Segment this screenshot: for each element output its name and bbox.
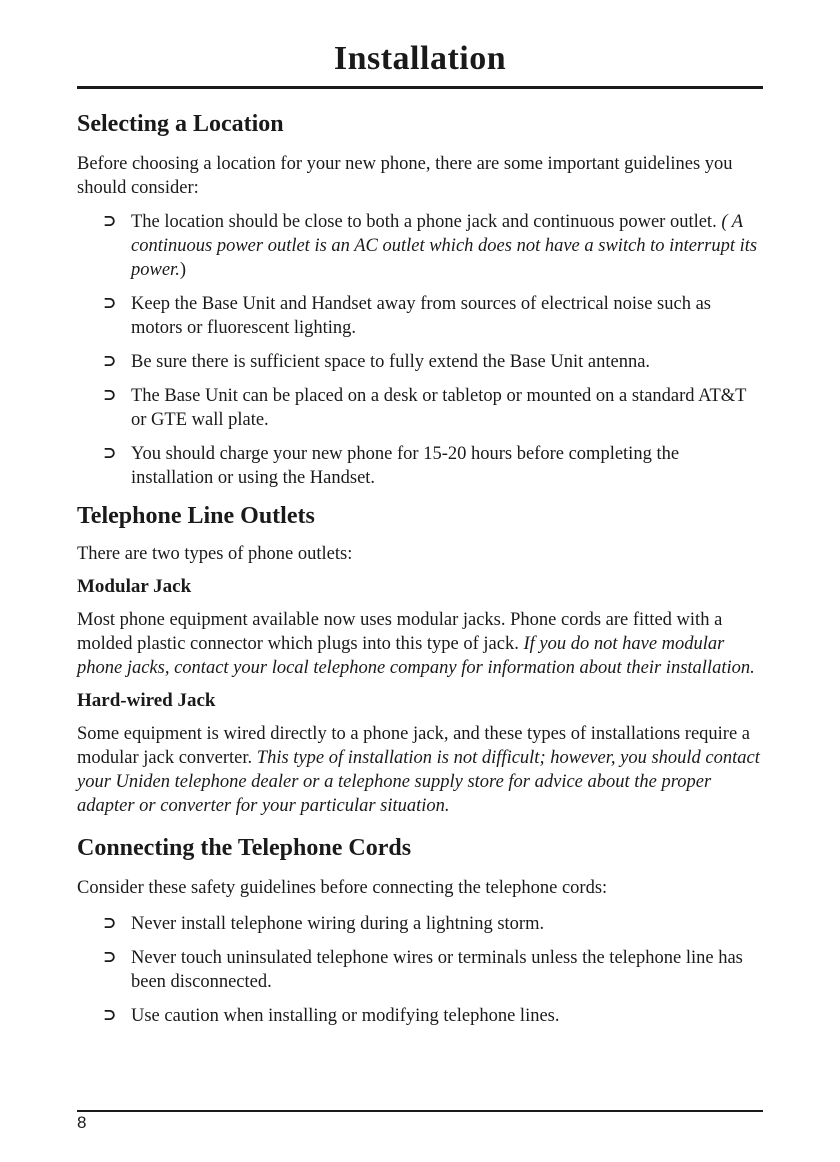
bullet-icon: ⊃ [103,1007,117,1024]
bullet-text: Never touch uninsulated telephone wires or terminals unless the telephone line has been disconnected. [131,948,743,992]
list-item [77,350,763,374]
bullet-note-close: ) [179,260,186,280]
bullet-text: Use caution when installing or modifying telephone lines. [131,1006,560,1026]
hardwired-jack-paragraph [77,722,763,818]
bullet-text: The Base Unit can be placed on a desk or tabletop or mounted on a standard AT&T or GTE wall plate. [131,386,747,430]
subheading-hardwired-jack: Hard-wired Jack [77,690,216,711]
cords-intro: Consider these safety guidelines before connecting the telephone cords: [77,878,608,898]
modular-jack-paragraph [77,608,763,680]
list-item [77,210,763,282]
modular-jack-note: If you do not have modular phone jacks, contact your local telephone company for information about their installation. [77,634,755,678]
list-item [77,946,763,994]
section-heading-cords: Connecting the Telephone Cords [77,835,412,861]
bullet-icon: ⊃ [103,295,117,312]
bullet-text: Never install telephone wiring during a lightning storm. [131,914,545,934]
section-heading-outlets: Telephone Line Outlets [77,503,315,529]
bullet-text: Be sure there is sufficient space to fully extend the Base Unit antenna. [131,352,651,372]
list-item [77,912,763,936]
bullet-icon: ⊃ [103,949,117,966]
bullet-text: The location should be close to both a phone jack and continuous power outlet. [131,212,722,232]
bullet-icon: ⊃ [103,353,117,370]
location-guidelines-list [77,210,763,490]
outlets-intro: There are two types of phone outlets: [77,544,353,564]
bullet-icon: ⊃ [103,213,117,230]
bullet-text: Keep the Base Unit and Handset away from sources of electrical noise such as motors or fluorescent lighting. [131,294,711,338]
list-item [77,292,763,340]
bullet-icon: ⊃ [103,915,117,932]
page-title: Installation [333,40,507,77]
page-number: 8 [77,1113,87,1132]
subheading-modular-jack: Modular Jack [77,576,192,597]
footer-divider [77,1110,763,1112]
list-item [77,384,763,432]
bullet-icon: ⊃ [103,445,117,462]
bullet-icon: ⊃ [103,387,117,404]
bullet-note-italic: ( A continuous power outlet is an AC outlet which does not have a switch to interrupt its power. [131,212,758,280]
list-item [77,1004,763,1028]
title-divider [77,86,763,89]
location-intro: Before choosing a location for your new phone, there are some important guidelines you should consider: [77,154,733,198]
modular-jack-text: Most phone equipment available now uses modular jacks. Phone cords are fitted with a molded plastic connector which plugs into this type of jack. [77,610,723,654]
section-heading-location: Selecting a Location [77,111,284,137]
list-item [77,442,763,490]
hardwired-jack-note: This type of installation is not difficult; however, you should contact your Uniden telephone dealer or a telephone supply store for advice about the proper adapter or converter for your particular situation. [77,748,760,816]
page-content [77,108,763,1028]
bullet-text: You should charge your new phone for 15-20 hours before completing the installation or using the Handset. [131,444,680,488]
cords-safety-list [77,912,763,1028]
hardwired-jack-text: Some equipment is wired directly to a phone jack, and these types of installations require a modular jack converter. [77,724,751,768]
